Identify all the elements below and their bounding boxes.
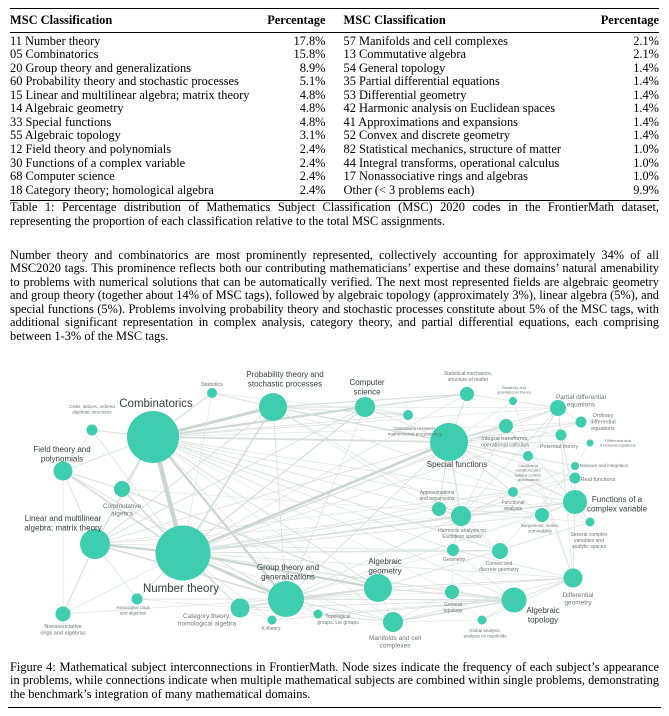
percentage-cell: 1.0%	[633, 169, 659, 184]
percentage-cell: 1.4%	[633, 114, 659, 129]
node-number-theory	[156, 526, 211, 581]
node-label-harmonic-analysis: Harmonic analysis on Euclidean spaces	[438, 528, 486, 540]
percentage-cell: 4.8%	[299, 114, 326, 129]
edge-number-theory-special-functions	[183, 442, 449, 553]
node-label-linear-algebra: Linear and multilinear algebra; matrix theory	[24, 514, 102, 533]
percentage-cell: 2.1%	[633, 47, 659, 62]
node-several-complex	[586, 518, 595, 527]
node-real-functions	[570, 473, 581, 484]
node-label-special-functions: Special functions	[426, 460, 488, 469]
node-commutative-algebra	[114, 481, 130, 497]
node-label-difference-eq: Difference and functional equations	[600, 438, 636, 448]
node-harmonic-analysis	[451, 506, 471, 526]
node-label-functional-analysis: Functional analysis	[501, 500, 525, 512]
msc-classification-cell: 20 Group theory and generalizations	[10, 60, 191, 75]
msc-classification-cell: 35 Partial differential equations	[343, 74, 500, 89]
node-linear-algebra	[80, 529, 110, 559]
node-label-relativity: Relativity and gravitational theory	[497, 385, 531, 395]
node-order-lattices	[87, 425, 98, 436]
msc-classification-cell: 42 Harmonic analysis on Euclidean spaces	[343, 101, 556, 116]
node-differential-geometry	[564, 569, 583, 588]
figure-4-caption: Figure 4: Mathematical subject interconnections in FrontierMath. Node sizes indicate the frequency of each subject’s appearance in problems, while connections indicate when multiple mathematical subjects are combined within single problems, demonstrating the benchmark’s integration of many mathematical domains.	[10, 660, 659, 701]
node-field-theory	[54, 462, 73, 481]
edge-differential-geometry-geometry	[453, 550, 573, 578]
node-label-global-analysis: Global analysis, analysis on manifolds	[463, 628, 507, 639]
node-label-sequences: Sequences, series, summability	[520, 523, 560, 534]
node-manifolds	[383, 612, 403, 632]
percentage-cell: 4.8%	[299, 87, 326, 102]
node-label-manifolds: Manifolds and cell complexes	[368, 635, 422, 650]
node-algebraic-topology	[502, 588, 527, 613]
percentage-cell: 1.4%	[633, 60, 659, 75]
msc-classification-cell: 53 Differential geometry	[343, 87, 467, 102]
percentage-cell: 1.4%	[633, 128, 659, 143]
node-label-field-theory: Field theory and polynomials	[33, 445, 91, 464]
node-integral-transforms	[499, 419, 513, 433]
node-label-group-theory: Group theory and generalizations	[256, 563, 320, 582]
node-label-category-theory: Category theory; homological algebra	[177, 613, 237, 628]
msc-classification-cell: 44 Integral transforms, operational calculus	[343, 155, 560, 170]
node-approximations	[432, 502, 446, 516]
body-paragraph: Number theory and combinatorics are most prominently represented, collectively accounting for approximately 34% of all MSC2020 tags. This prominence reflects both our contributing mathematicians’ expertise and these domains’ natural amenability to problems with numerical solutions that can be automatically verified. The next most represented fields are algebraic geometry and group theory (together about 14% of MSC tags), followed by algebraic topology (approximately 3%), linear algebra (5%), and special functions (5%). Problems involving probability theory and stochastic processes constitute about 5% of the MSC tags, with additional significant representation in complex analysis, category theory, and partial differential equations, each comprising between 1-3% of the MSC tags.	[10, 248, 659, 343]
msc-classification-cell: 33 Special functions	[10, 114, 112, 129]
node-associative-rings	[132, 594, 143, 605]
node-label-measure-integration: Measure and integration	[579, 463, 629, 468]
node-algebraic-geometry	[364, 574, 392, 602]
msc-classification-cell: 55 Algebraic topology	[10, 128, 121, 143]
msc-classification-cell: 11 Number theory	[10, 33, 101, 48]
msc-classification-cell: 60 Probability theory and stochastic processes	[10, 74, 239, 89]
node-category-theory	[231, 599, 250, 618]
node-group-theory	[268, 581, 304, 617]
node-label-geometry: Geometry	[443, 557, 465, 563]
node-label-computer-science: Computer science	[349, 378, 385, 397]
msc-classification-cell: 18 Category theory; homological algebra	[10, 182, 214, 197]
node-label-statistics: Statistics	[200, 382, 224, 388]
msc-classification-cell: 05 Combinatorics	[10, 47, 99, 62]
msc-classification-cell: 12 Field theory and polynomials	[10, 141, 172, 156]
msc-classification-cell: 13 Commutative algebra	[343, 47, 466, 62]
edge-integral-transforms-potential-theory	[506, 426, 561, 435]
percentage-cell: 2.4%	[299, 141, 326, 156]
node-label-order-lattices: Order, lattices, ordered algebraic structures	[69, 404, 115, 415]
node-difference-eq	[587, 440, 594, 447]
table-header-classification-left: MSC Classification	[10, 13, 113, 27]
node-label-general-topology: General topology	[443, 602, 463, 614]
node-label-stat-mechanics: Statistical mechanics, structure of matter	[443, 371, 493, 383]
edge-group-theory-algebraic-topology	[286, 599, 514, 600]
node-label-number-theory: Number theory	[142, 583, 220, 595]
node-label-integral-transforms: Integral transforms, operational calculus	[480, 436, 530, 449]
node-label-differential-geometry: Differential geometry	[562, 592, 594, 607]
msc-classification-cell: 41 Approximations and expansions	[343, 114, 518, 129]
node-label-combinatorics: Combinatorics	[119, 398, 193, 410]
percentage-cell: 1.0%	[633, 155, 659, 170]
node-label-associative-rings: Associative rings and algebras	[116, 605, 150, 616]
node-label-functions-complex: Functions of a complex variable	[586, 495, 648, 514]
node-ode	[576, 417, 587, 428]
percentage-cell: 1.4%	[633, 74, 659, 89]
table-header-percentage-right: Percentage	[600, 13, 659, 27]
node-potential-theory	[556, 430, 567, 441]
node-sequences	[535, 508, 549, 522]
percentage-cell: 3.1%	[299, 128, 326, 143]
node-label-several-complex: Several complex variables and analytic spaces	[570, 532, 608, 550]
percentage-cell: 2.4%	[299, 182, 326, 197]
node-relativity	[509, 397, 517, 405]
percentage-cell: 1.4%	[633, 101, 659, 116]
msc-classification-cell: 52 Convex and discrete geometry	[343, 128, 511, 143]
msc-classification-cell: 82 Statistical mechanics, structure of matter	[343, 141, 561, 156]
table-header-percentage-left: Percentage	[267, 13, 326, 27]
msc-classification-cell: 57 Manifolds and cell complexes	[343, 33, 508, 48]
percentage-cell: 8.9%	[299, 60, 326, 75]
node-computer-science	[355, 397, 375, 417]
node-label-calculus-variations: Calculus of variations and optimal control; optimization	[514, 463, 542, 483]
node-measure-integration	[571, 462, 579, 470]
msc-classification-cell: 14 Algebraic geometry	[10, 101, 124, 116]
node-convex	[492, 543, 508, 559]
percentage-cell: 9.9%	[633, 182, 659, 197]
node-label-commutative-algebra: Commutative algebra	[102, 503, 142, 518]
msc-classification-cell: 54 General topology	[343, 60, 446, 75]
node-stat-mechanics	[460, 387, 474, 401]
node-global-analysis	[478, 616, 487, 625]
edge-manifolds-global-analysis	[393, 620, 482, 622]
table-header-classification-right: MSC Classification	[343, 13, 446, 27]
node-geometry	[447, 544, 459, 556]
node-k-theory	[268, 616, 277, 625]
percentage-cell: 2.4%	[299, 169, 326, 184]
node-label-probability: Probability theory and stochastic processes	[246, 370, 324, 389]
node-label-algebraic-topology: Algebraic topology	[526, 606, 560, 625]
node-statistics	[207, 388, 217, 398]
node-nonassociative	[56, 607, 71, 622]
node-general-topology	[445, 585, 459, 599]
percentage-cell: 2.4%	[299, 155, 326, 170]
node-functions-complex	[563, 490, 587, 514]
page-bottom-rule	[8, 707, 661, 708]
node-label-algebraic-geometry: Algebraic geometry	[368, 557, 402, 576]
percentage-cell: 4.8%	[299, 101, 326, 116]
percentage-cell: 1.4%	[633, 87, 659, 102]
table-1-caption: Table 1: Percentage distribution of Mathematics Subject Classification (MSC) 2020 codes in the FrontierMath dataset, representing the proportion of each classification relative to the total MSC assignments.	[10, 200, 659, 228]
node-label-real-functions: Real functions	[580, 477, 616, 483]
msc-classification-cell: 30 Functions of a complex variable	[10, 155, 186, 170]
msc-classification-cell: 15 Linear and multilinear algebra; matrix theory	[10, 87, 250, 102]
node-label-ode: Ordinary differential equations	[590, 413, 616, 432]
node-topological-groups	[314, 610, 323, 619]
percentage-cell: 1.0%	[633, 141, 659, 156]
percentage-cell: 15.8%	[293, 47, 326, 62]
node-label-k-theory: K-theory	[261, 626, 281, 632]
node-operations-research	[403, 410, 413, 420]
node-combinatorics	[127, 411, 179, 463]
node-pde	[550, 400, 566, 416]
node-calculus-variations	[523, 451, 533, 461]
msc-classification-cell: Other (< 3 problems each)	[343, 182, 475, 197]
node-label-convex: Convex and discrete geometry	[479, 561, 519, 573]
node-label-pde: Partial differential equations	[555, 394, 607, 409]
msc-classification-cell: 17 Nonassociative rings and algebras	[343, 169, 528, 184]
edge-category-theory-associative-rings	[137, 599, 240, 608]
node-label-operations-research: Operations research, mathematical programming	[387, 426, 443, 437]
percentage-cell: 17.8%	[293, 33, 326, 48]
percentage-cell: 5.1%	[299, 74, 326, 89]
node-functional-analysis	[508, 487, 518, 497]
msc-classification-cell: 68 Computer science	[10, 169, 115, 184]
node-label-approximations: Approximations and expansions	[419, 490, 455, 502]
edge-linear-algebra-probability	[95, 407, 273, 544]
node-label-nonassociative: Nonassociative rings and algebras	[40, 624, 86, 637]
node-label-potential-theory: Potential theory	[539, 444, 579, 450]
node-label-topological-groups: Topological groups, Lie groups	[317, 614, 359, 626]
percentage-cell: 2.1%	[633, 33, 659, 48]
node-probability	[259, 393, 287, 421]
